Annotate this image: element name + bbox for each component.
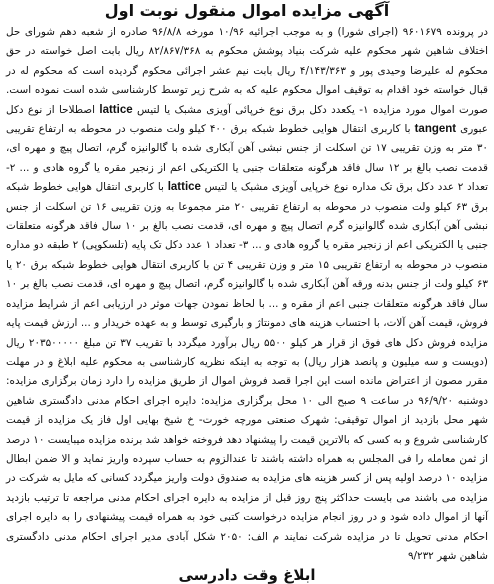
notice-body-part-1: در پرونده ۹۶۰۱۶۷۹ (اجرای شورا) و به موجب اجرائیه ۱۰/۹۶ مورخه ۹۶/۸/۸ صادره از شعبه دهم شورای حل اختلاف شاهین شهر محکوم علیه شرکت بنیاد پوشش محکوم به ۸۲/۸۶۷/۳۶۸ ریال بابت اصل خواسته در حق محکوم له علیرضا وحیدی پور و ۴/۱۴۳/۳۶۳ ریال بابت نیم عشر اجرائی محکوم گردیده است که محکوم له در قبال خواسته خود اقدام به توقیف اموال محکوم علیه که به شرح زیر توسط کارشناسی شده است نموده است. صورت اموال مورد مزایده ۱- یکعدد دکل برق نوع خرپائی آویزی مشبک یا لتیس [6,26,488,116]
notice-body-part-3: با کاربری انتقال هوایی خطوط شبکه برق ۴۰۰ کیلو ولت منصوب در محوطه به ارتفاع تقریبی ۳۰ متر به وزن تقریبی ۱۷ تن اسکلت از جنس نبشی آهن آبکاری شده با گالوانیزه گرم، اتصال پیچ و مهره ای، قدمت نصب بالغ بر ۱۲ سال فاقد هرگونه متعلقات جنبی یا الکتریکی اعم از زنجیر مقره یا گروه هادی و ... ۲- تعداد ۲ عدد دکل برق تک مداره نوع خرپایی آویزی مشبک یا لتیس [6,123,488,194]
notice-title: آگهی مزایده اموال منقول نوبت اول [104,1,390,20]
lattice-term: lattice [99,103,133,116]
notice-body [6,23,488,566]
notice-body-part-2: اصطلاحا از نوع دکل عبوری [6,103,488,136]
tangent-term: tangent [414,123,457,136]
next-notice-heading: ابلاغ وقت دادرسی [178,566,316,584]
notice-body-part-4: با کاربری انتقال هوایی خطوط شبکه برق ۶۳ کیلو ولت منصوب در محوطه به ارتفاع تقریبی ۲۰ متر مجموعا به وزن تقریبی ۱۶ تن اسکلت از جنس نبشی آهن آبکاری شده گالوانیزه گرم اتصال پیچ و مهره ای، قدمت نصب بالغ بر ۱۰ سال فاقد هرگونه متعلقات جنبی یا الکتریکی اعم از زنجیر مقره یا گروه هادی و ... ۳- تعداد ۱ عدد دکل تک پایه (تلسکوپی) ۲ طبقه دو مداره منصوب در محوطه به ارتفاع تقریبی ۱۵ متر و وزن تقریبی ۴ تن با کاربری انتقال هوایی خطوط شبکه برق ۲۰ یا ۶۳ کیلو ولت از جنس بدنه ورقه آهن آبکاری شده با گالوانیزه گرم، اتصال پیچ و مهره ای، قدمت نصب بالغ بر ۱۰ سال فاقد هرگونه متعلقات جنبی اعم از مقره و ... با لحاظ نمودن جهات موثر در ارزیابی اعم از شرایط مزایده فروش، قیمت آهن آلات، با احتساب هزینه های دمونتاژ و بارگیری توسط و به عهده خریدار و ... ارزش قیمت پایه مزایده فروش دکل های فوق از قرار هر کیلو ۵۵۰۰ ریال برآورد میگردد با تقریب ۳۷ تن مبلغ ۲۰۳۵۰۰۰۰۰ ریال (دویست و سه میلیون و پانصد هزار ریال) به توجه به اینکه نظریه کارشناسی به محکوم علیه ابلاغ و در مهلت مقرر مصون از اعتراض مانده است این اجرا قصد فروش اموال از طریق مزایده را دارد زمان برگزاری مزایده: دوشنبه ۹۶/۹/۲۰ در ساعت ۹ صبح الی ۱۰ محل برگزاری مزایده: دایره اجرای احکام مدنی دادگستری شاهین شهر محل بازدید از اموال توقیفی: شهرک صنعتی مورچه خورت- خ شیخ بهایی اول فاز یک مزایده از قیمت کارشناسی شروع و به کسی که بالاترین قیمت را پیشنهاد دهد فروخته خواهد شد برنده مزایده میبایست ۱۰ درصد از ثمن معامله را فی المجلس به همراه داشته باشند تا عندالزوم به حساب سپرده واریز نماید و الا ضمن ابطال مزایده ۱۰ درصد اولیه پس از کسر هزینه های مزایده به صندوق دولت واریز میگردد کسانی که مایل به شرکت در مزایده می باشند می بایست حداکثر پنج روز قبل از مزایده به دایره اجرای احکام مدنی مراجعه تا ترتیب بازدید آنها از اموال داده شود و در روز انجام مزایده درخواست کتبی خود به همراه قیمت پیشنهادی را به دایره اجرای احکام مدنی تحویل تا در مزایده شرکت نمایند م الف: ۲۰۵۰ شکل آبادی مدیر اجرای احکام مدنی دادگستری شاهین شهر ۹/۲۳۲ [6,181,489,562]
lattice-term: lattice [167,181,201,194]
